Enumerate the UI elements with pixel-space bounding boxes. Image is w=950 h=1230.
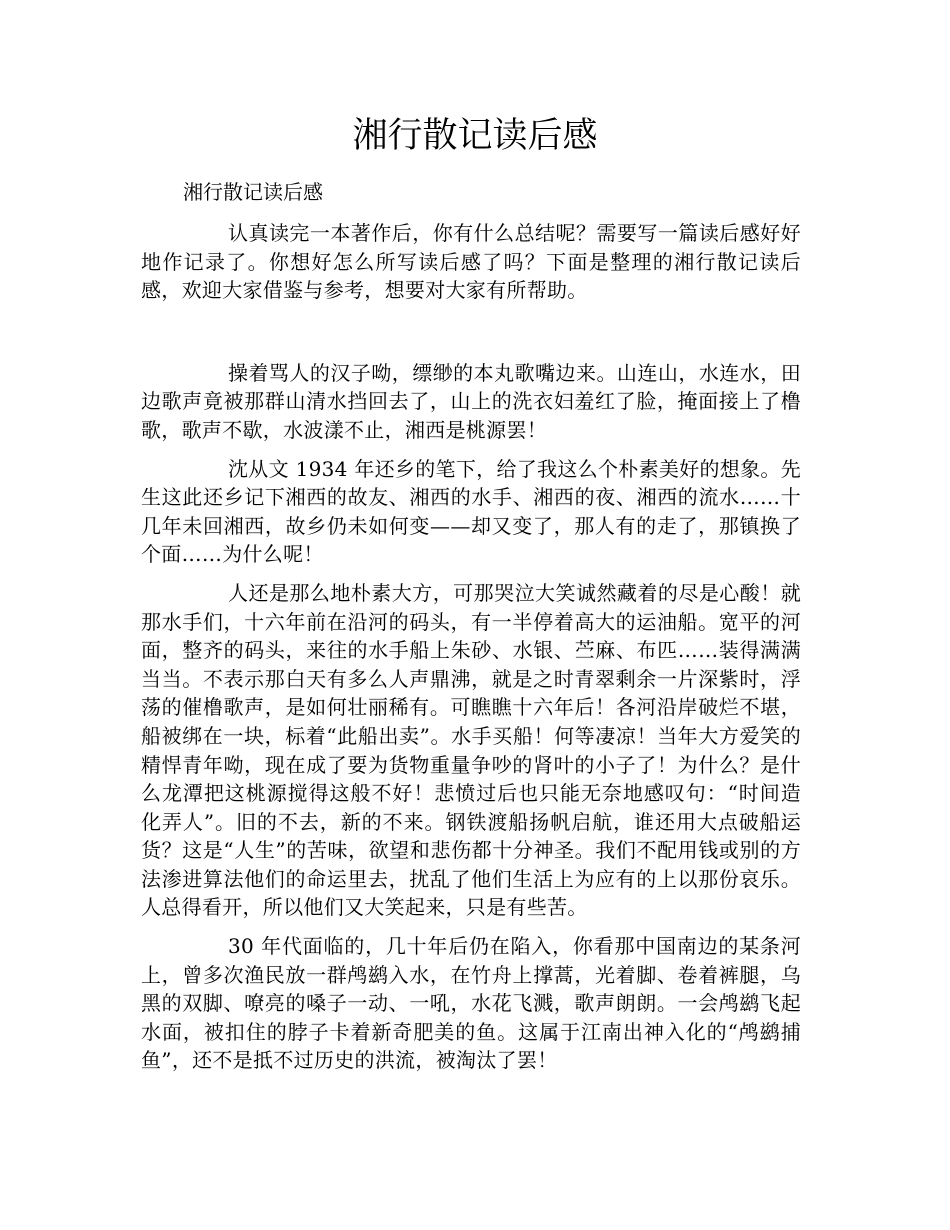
paragraph-5: 30 年代面临的，几十年后仍在陷入，你看那中国南边的某条河上，曾多次渔民放一群鸬鹚入水，在竹舟上撑蒿，光着脚、卷着裤腿，乌黑的双脚、嘹亮的嗓子一动、一吼，水花飞溅，歌声朗朗。一会鸬鹚飞起水面，被扣住的脖子卡着新奇肥美的鱼。这属于江南出神入化的“鸬鹚捕鱼”，还不是抵不过历史的洪流，被淘汰了罢！ bbox=[141, 934, 801, 1073]
paragraph-spacer bbox=[141, 305, 801, 359]
paragraph-spacer bbox=[141, 445, 801, 455]
document-subtitle: 湘行散记读后感 bbox=[183, 180, 323, 204]
paragraph-2: 操着骂人的汉子呦，缥缈的本丸歌嘴边来。山连山，水连水，田边歌声竟被那群山清水挡回去了，山上的洗衣妇羞红了脸，掩面接上了橹歌，歌声不歇，水波漾不止，湘西是桃源罢！ bbox=[141, 360, 801, 442]
document-body bbox=[141, 219, 801, 1075]
document-title: 湘行散记读后感 bbox=[352, 116, 598, 156]
paragraph-spacer bbox=[141, 922, 801, 932]
paragraph-intro: 认真读完一本著作后，你有什么总结呢？需要写一篇读后感好好地作记录了。你想好怎么所写读后感了吗？下面是整理的湘行散记读后感，欢迎大家借鉴与参考，想要对大家有所帮助。 bbox=[141, 221, 801, 303]
paragraph-3: 沈从文 1934 年还乡的笔下，给了我这么个朴素美好的想象。先生这此还乡记下湘西的故友、湘西的水手、湘西的夜、湘西的流水……十几年未回湘西，故乡仍未如何变——却又变了，那人有的走了，那镇换了个面……为什么呢！ bbox=[141, 456, 801, 567]
paragraph-spacer bbox=[141, 569, 801, 579]
paragraph-4: 人还是那么地朴素大方，可那哭泣大笑诚然藏着的尽是心酸！就那水手们，十六年前在沿河的码头，有一半停着高大的运油船。宽平的河面，整齐的码头，来往的水手船上朱砂、水银、苎麻、布匹……装得满满当当。不表示那白天有多么人声鼎沸，就是之时青翠剩余一片深紫时，浮荡的催橹歌声，是如何壮丽稀有。可瞧瞧十六年后！各河沿岸破烂不堪，船被绑在一块，标着“此船出卖”。水手买船！何等凄凉！当年大方爱笑的精悍青年呦，现在成了要为货物重量争吵的肾叶的小子了！为什么？是什么龙潭把这桃源搅得这般不好！悲愤过后也只能无奈地感叹句：“时间造化弄人”。旧的不去，新的不来。钢铁渡船扬帆启航，谁还用大点破船运货？这是“人生”的苦味，欲望和悲伤都十分神圣。我们不配用钱或别的方法渗进算法他们的命运里去，扰乱了他们生活上为应有的上以那份哀乐。人总得看开，所以他们又大笑起来，只是有些苦。 bbox=[141, 580, 801, 920]
